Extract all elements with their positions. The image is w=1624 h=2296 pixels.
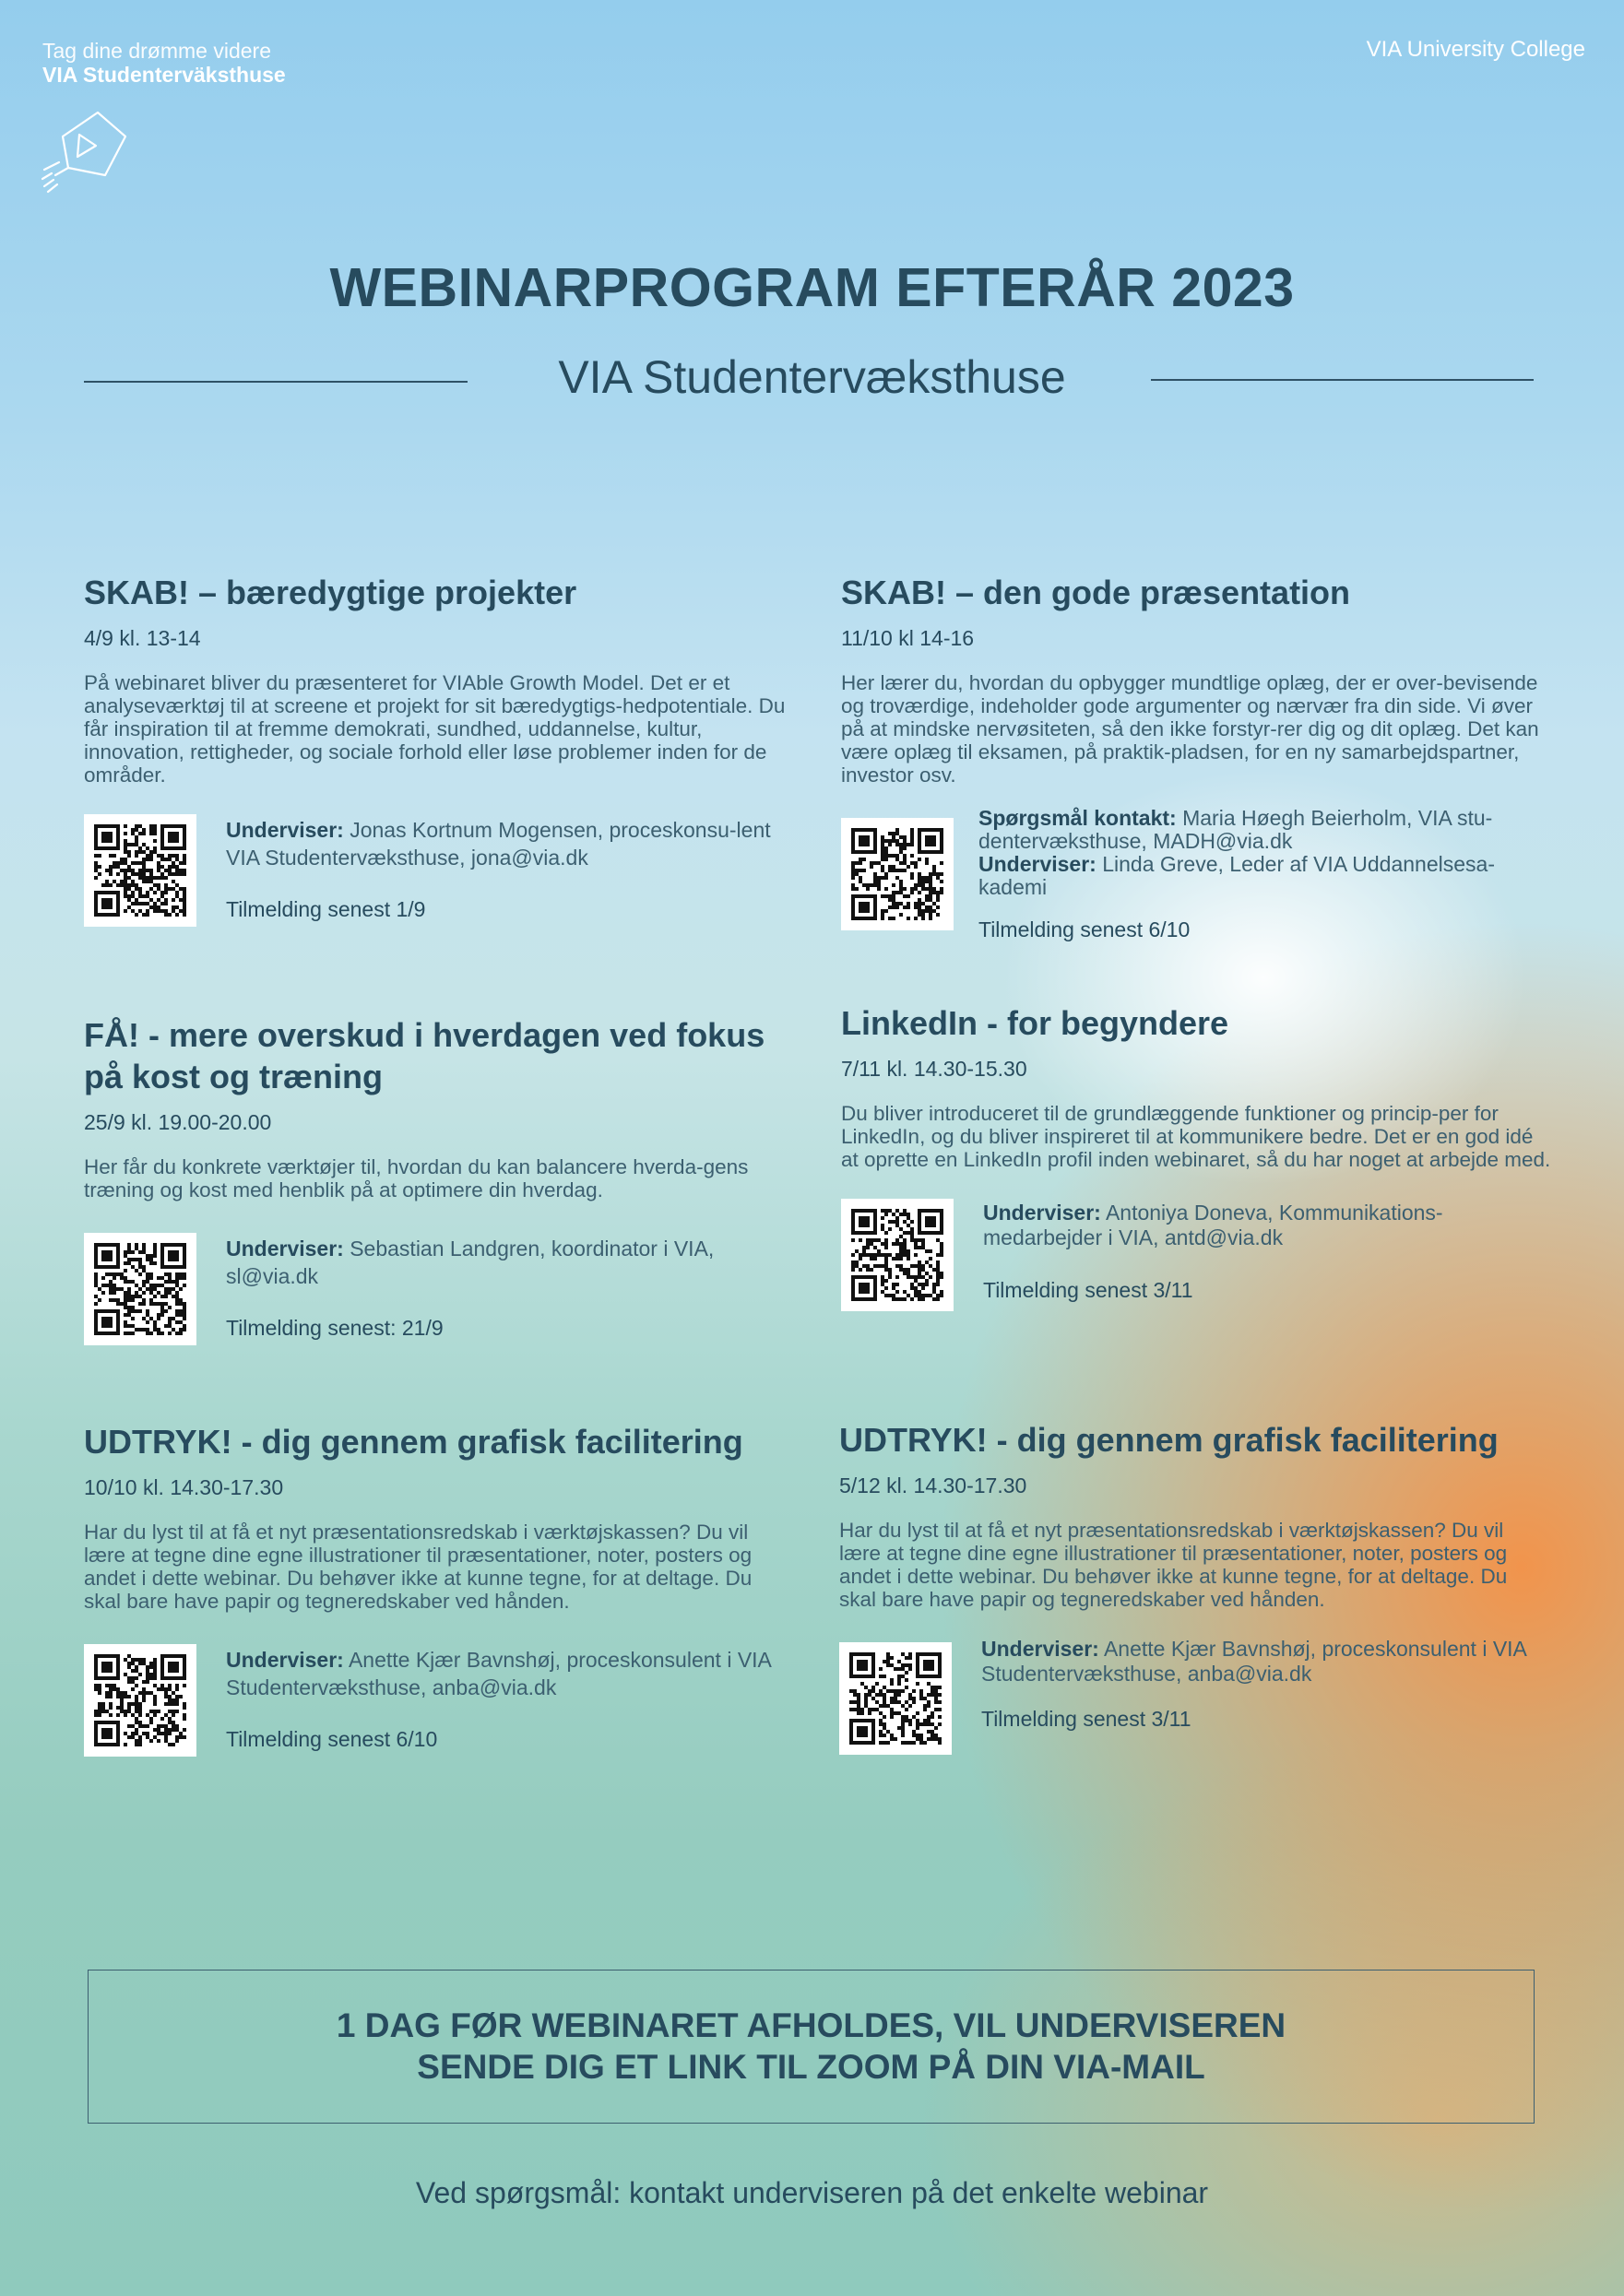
webinar-description: Du bliver introduceret til de grundlæggende funktioner og princip-per for LinkedIn, og du bliver inspireret til at kommunikere bedre. Det er en god idé at oprette en LinkedIn profil inden webinaret, så du har noget at arbejde med. [841,1102,1551,1171]
tagline-line2: VIA Studenterväksthuse [42,63,286,87]
webinar-title: LinkedIn - for begyndere [841,1004,1229,1042]
webinar-card [841,572,1551,942]
instructor-line [981,1637,1549,1686]
instructor-name: Anette Kjær Bavnshøj, proceskonsulent i VIA Studentervæksthuse, anba@via.dk [981,1637,1526,1686]
instructor-name: Antoniya Doneva, Kommunikations-medarbejder i VIA, antd@via.dk [983,1201,1443,1249]
qr-code[interactable] [84,1644,196,1757]
webinar-title: FÅ! - mere overskud i hverdagen ved fokus på kost og træning [84,1016,765,1095]
contact-name: Maria Høegh Beierholm, VIA stu-dentervæksthuse, MADH@via.dk [978,806,1493,853]
instructor-line [226,1644,794,1701]
webinar-title: UDTRYK! - dig gennem grafisk facilitering [84,1423,743,1461]
tagline [42,39,286,87]
instructor-label: Underviser: [226,1237,344,1260]
instructor-label: Underviser: [981,1637,1099,1661]
tagline-line1: Tag dine drømme videre [42,39,271,63]
notice-line2: SENDE DIG ET LINK TIL ZOOM PÅ DIN VIA-MAIL [417,2048,1205,2086]
instructor-name: Sebastian Landgren, koordinator i VIA, sl@via.dk [226,1237,715,1288]
registration-deadline: Tilmelding senest 6/10 [226,1727,438,1751]
page-subtitle: VIA Studentervæksthuse [558,351,1066,403]
instructor-label: Underviser: [226,1648,344,1672]
instructor-name: Jonas Kortnum Mogensen, proceskonsu-lent VIA Studentervæksthuse, jona@via.dk [226,818,771,870]
webinar-date: 10/10 kl. 14.30-17.30 [84,1475,284,1499]
webinar-card [84,572,794,927]
webinar-date: 25/9 kl. 19.00-20.00 [84,1110,272,1134]
qr-code[interactable] [84,1233,196,1345]
instructor-name: Anette Kjær Bavnshøj, proceskonsulent i VIA Studentervæksthuse, anba@via.dk [226,1648,771,1699]
qr-code[interactable] [84,814,196,927]
webinar-date: 4/9 kl. 13-14 [84,626,201,650]
webinar-date: 7/11 kl. 14.30-15.30 [841,1057,1027,1081]
qr-code[interactable] [839,1642,952,1755]
webinar-description: Har du lyst til at få et nyt præsentationsredskab i værktøjskassen? Du vil lære at tegne dine egne illustrationer til præsentationer, noter, posters og andet i dette webinar. Du behøver ikke at kunne tegne, for at deltage. Du skal bare have papir og tegneredskaber ved hånden. [84,1521,753,1613]
instructor-line [978,853,1551,899]
instructor-line [983,1199,1551,1250]
webinar-date: 5/12 kl. 14.30-17.30 [839,1473,1027,1497]
webinar-date: 11/10 kl 14-16 [841,626,975,650]
contact-label: Spørgsmål kontakt: [978,806,1177,830]
instructor-label: Underviser: [983,1201,1101,1225]
zoom-notice-box [88,1970,1535,2124]
instructor-label: Underviser: [226,818,344,842]
registration-deadline: Tilmelding senest: 21/9 [226,1316,444,1340]
webinar-description: På webinaret bliver du præsenteret for VIAble Growth Model. Det er et analyseværktøj til at screene et projekt for sit bæredygtigs-hedpotentiale. Du får inspiration til at fremme demokrati, sundhed, uddannelse, kultur, innovation, rettigheder, og sociale forhold eller løse problemer inden for de områder. [84,671,786,787]
webinar-description: Har du lyst til at få et nyt præsentationsredskab i værktøjskassen? Du vil lære at tegne dine egne illustrationer til præsentationer, noter, posters og andet i dette webinar. Du behøver ikke at kunne tegne, for at deltage. Du skal bare have papir og tegneredskaber ved hånden. [839,1519,1508,1611]
webinar-title: SKAB! – bæredygtige projekter [84,574,577,611]
footer-contact-note: Ved spørgsmål: kontakt underviseren på det enkelte webinar [415,2176,1209,2209]
webinar-card [84,1421,794,1757]
notice-line1: 1 DAG FØR WEBINARET AFHOLDES, VIL UNDERVISEREN [336,2006,1286,2044]
instructor-line [226,814,794,871]
registration-deadline: Tilmelding senest 3/11 [981,1707,1191,1731]
instructor-line [226,1233,794,1290]
webinar-description: Her får du konkrete værktøjer til, hvordan du kan balancere hverda-gens træning og kost med henblik på at optimere din hverdag. [84,1155,749,1201]
divider-right [1151,379,1534,381]
organization-name: VIA University College [1366,37,1585,62]
lightbulb-icon [41,109,133,201]
webinar-card [841,1002,1551,1311]
instructor-label: Underviser: [978,852,1096,876]
registration-deadline: Tilmelding senest 6/10 [978,917,1191,941]
webinar-title: UDTRYK! - dig gennem grafisk facilitering [839,1421,1499,1459]
qr-code[interactable] [841,1199,954,1311]
qr-code[interactable] [841,818,954,930]
page-title: WEBINARPROGRAM EFTERÅR 2023 [329,257,1295,318]
webinar-card [839,1419,1549,1749]
contact-line [978,807,1551,853]
webinar-description: Her lærer du, hvordan du opbygger mundtlige oplæg, der er over-bevisende og troværdige, indeholder gode argumenter og nærvær fra din side. Vi øver på at mindske nervøsiteten, så den ikke forstyr-rer dig og dit oplæg. Det kan være oplæg til eksamen, på praktik-pladsen, for en ny samarbejdspartner, investor osv. [841,671,1539,787]
webinar-title: SKAB! – den gode præsentation [841,574,1351,611]
webinar-card [84,1014,794,1345]
registration-deadline: Tilmelding senest 3/11 [983,1278,1193,1302]
registration-deadline: Tilmelding senest 1/9 [226,897,426,921]
instructor-name: Linda Greve, Leder af VIA Uddannelsesa-kademi [978,852,1495,899]
